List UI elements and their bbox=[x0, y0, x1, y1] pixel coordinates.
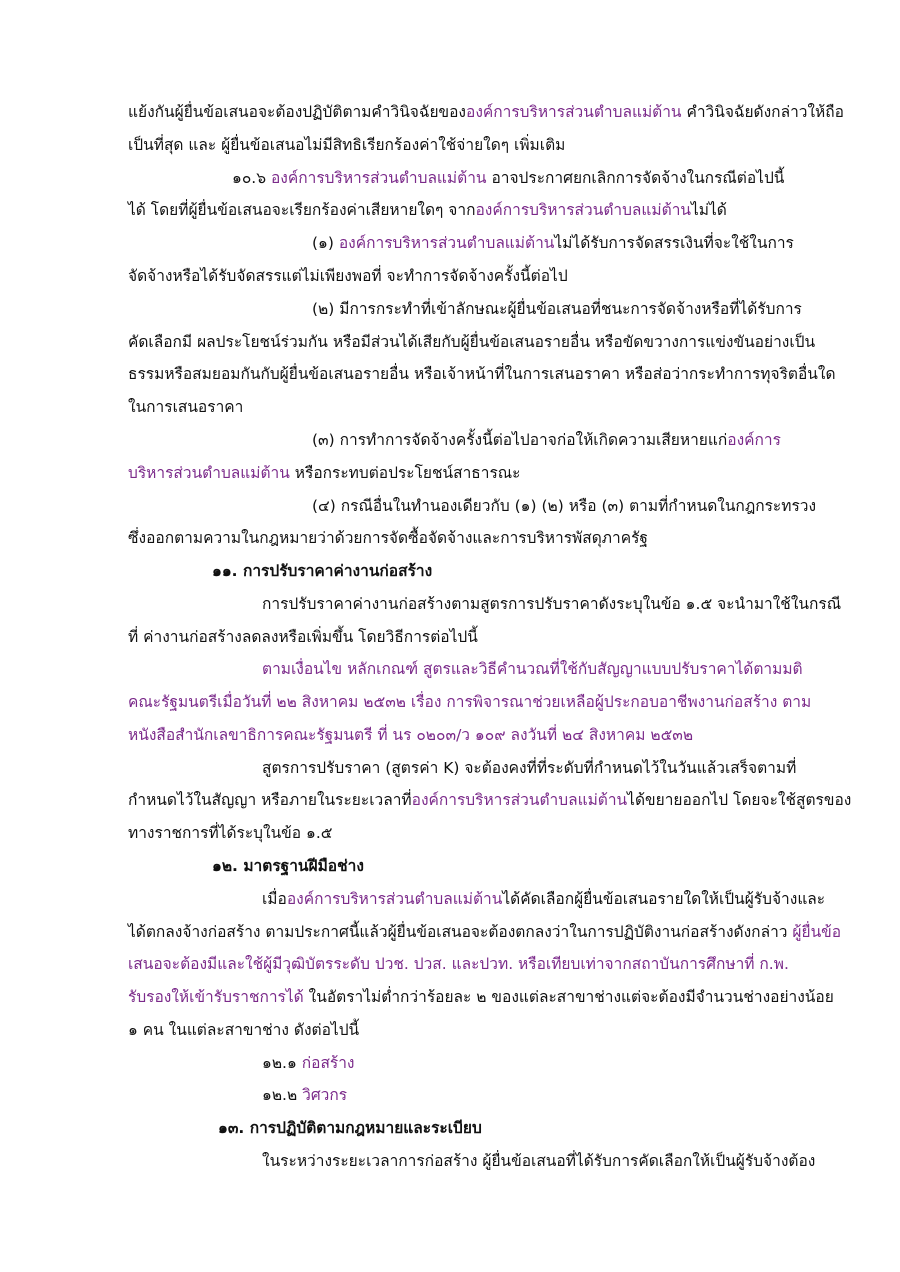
text-line bbox=[312, 299, 802, 319]
body-text: ไม่ได้ bbox=[691, 201, 727, 219]
text-line bbox=[128, 790, 851, 810]
text-line bbox=[262, 758, 796, 778]
highlighted-text: คณะรัฐมนตรีเมื่อวันที่ ๒๒ สิงหาคม ๒๕๓๒ เรื่อง การพิจารณาช่วยเหลือผู้ประกอบอาชีพงานก่อสร้าง ตาม bbox=[128, 693, 812, 711]
body-text: ๑ คน ในแต่ละสาขาช่าง ดังต่อไปนี้ bbox=[128, 1021, 360, 1039]
text-line bbox=[262, 594, 841, 614]
body-text: ไม่ได้รับการจัดสรรเงินที่จะใช้ในการ bbox=[554, 234, 794, 252]
section-heading: ๑๓. การปฏิบัติตามกฎหมายและระเบียบ bbox=[218, 1119, 482, 1137]
text-line bbox=[312, 430, 781, 450]
highlighted-text: รับรองให้เข้ารับราชการได้ bbox=[128, 988, 304, 1006]
body-text: ๑๒.๒ bbox=[262, 1086, 303, 1104]
section-heading: ๑๒. มาตรฐานฝีมือช่าง bbox=[212, 857, 364, 875]
body-text: ได้คัดเลือกผู้ยื่นข้อเสนอรายใดให้เป็นผู้รับจ้างและ bbox=[502, 890, 826, 908]
text-line bbox=[128, 266, 568, 286]
highlighted-text: วิศวกร bbox=[302, 1086, 348, 1104]
body-text: ได้ขยายออกไป โดยจะใช้สูตรของ bbox=[627, 791, 852, 809]
text-line bbox=[128, 954, 789, 974]
text-line bbox=[262, 889, 825, 909]
body-text: ธรรมหรือสมยอมกันกับผู้ยื่นข้อเสนอรายอื่น หรือเจ้าหน้าที่ในการเสนอราคา หรือส่อว่ากระทำการทุจริตอื่นใด bbox=[128, 365, 836, 383]
body-text: ๑๒.๑ bbox=[262, 1054, 302, 1072]
text-line bbox=[218, 1118, 482, 1138]
body-text: (๒) มีการกระทำที่เข้าลักษณะผู้ยื่นข้อเสนอที่ชนะการจัดจ้างหรือที่ได้รับการ bbox=[312, 300, 802, 318]
text-line bbox=[262, 1151, 815, 1171]
text-line bbox=[128, 397, 243, 417]
body-text: ซึ่งออกตามความในกฎหมายว่าด้วยการจัดซื้อจัดจ้างและการบริหารพัสดุภาครัฐ bbox=[128, 529, 648, 547]
body-text: จัดจ้างหรือได้รับจัดสรรแต่ไม่เพียงพอที่ จะทำการจัดจ้างครั้งนี้ต่อไป bbox=[128, 267, 568, 285]
body-text: ในระหว่างระยะเวลาการก่อสร้าง ผู้ยื่นข้อเสนอที่ได้รับการคัดเลือกให้เป็นผู้รับจ้างต้อง bbox=[262, 1152, 816, 1170]
highlighted-text: องค์การบริหารส่วนตำบลแม่ต้าน bbox=[411, 791, 628, 809]
text-line bbox=[128, 364, 836, 384]
body-text: (๑) bbox=[312, 234, 339, 252]
highlighted-text: ตามเงื่อนไข หลักเกณฑ์ สูตรและวิธีคำนวณที่ใช้กับสัญญาแบบปรับราคาได้ตามมติ bbox=[262, 660, 803, 678]
text-line bbox=[128, 823, 333, 843]
text-line bbox=[128, 922, 841, 942]
highlighted-text: บริหารส่วนตำบลแม่ต้าน bbox=[128, 464, 290, 482]
body-text: อาจประกาศยกเลิกการจัดจ้างในกรณีต่อไปนี้ bbox=[486, 169, 785, 187]
text-line bbox=[128, 692, 811, 712]
highlighted-text: ผู้ยื่นข้อ bbox=[792, 923, 842, 941]
body-text: แย้งกันผู้ยื่นข้อเสนอจะต้องปฏิบัติตามคำวินิจฉัยของ bbox=[128, 103, 467, 121]
text-line bbox=[262, 659, 803, 679]
highlighted-text: องค์การบริหารส่วนตำบลแม่ต้าน bbox=[286, 890, 503, 908]
body-text: สูตรการปรับราคา (สูตรค่า K) จะต้องคงที่ที่ระดับที่กำหนดไว้ในวันแล้วเสร็จตามที่ bbox=[262, 759, 797, 777]
text-line bbox=[128, 627, 478, 647]
text-line bbox=[128, 102, 844, 122]
text-line bbox=[128, 135, 565, 155]
text-line bbox=[212, 561, 432, 581]
body-text: เมื่อ bbox=[262, 890, 287, 908]
text-line bbox=[128, 528, 648, 548]
highlighted-text: หนังสือสำนักเลขาธิการคณะรัฐมนตรี ที่ นร ๐๒๐๓/ว ๑๐๙ ลงวันที่ ๒๔ สิงหาคม ๒๕๓๒ bbox=[128, 726, 694, 744]
text-line bbox=[312, 496, 816, 516]
text-line bbox=[128, 463, 520, 483]
text-line bbox=[128, 200, 727, 220]
text-line bbox=[128, 332, 815, 352]
text-line bbox=[128, 987, 834, 1007]
text-line bbox=[128, 725, 693, 745]
body-text: การปรับราคาค่างานก่อสร้างตามสูตรการปรับราคาดังระบุในข้อ ๑.๕ จะนำมาใช้ในกรณี bbox=[262, 595, 842, 613]
text-line bbox=[212, 856, 364, 876]
body-text: กำหนดไว้ในสัญญา หรือภายในระยะเวลาที่ bbox=[128, 791, 412, 809]
body-text: หรือกระทบต่อประโยชน์สาธารณะ bbox=[289, 464, 521, 482]
body-text: คัดเลือกมี ผลประโยชน์ร่วมกัน หรือมีส่วนได้เสียกับผู้ยื่นข้อเสนอรายอื่น หรือขัดขวางการแข่งขันอย่างเป็น bbox=[128, 333, 816, 351]
body-text: ได้ โดยที่ผู้ยื่นข้อเสนอจะเรียกร้องค่าเสียหายใดๆ จาก bbox=[128, 201, 476, 219]
body-text: (๔) กรณีอื่นในทำนองเดียวกับ (๑) (๒) หรือ (๓) ตามที่กำหนดในกฎกระทรวง bbox=[312, 497, 817, 515]
highlighted-text: องค์การบริหารส่วนตำบลแม่ต้าน bbox=[475, 201, 691, 219]
highlighted-text: เสนอจะต้องมีและใช้ผู้มีวุฒิบัตรระดับ ปวช. ปวส. และปวท. หรือเทียบเท่าจากสถาบันการศึกษาที่ ก.พ. bbox=[128, 955, 789, 973]
body-text: ในการเสนอราคา bbox=[128, 398, 244, 416]
highlighted-text: องค์การบริหารส่วนตำบลแม่ต้าน bbox=[271, 169, 487, 187]
body-text: ทางราชการที่ได้ระบุในข้อ ๑.๕ bbox=[128, 824, 333, 842]
body-text: คำวินิจฉัยดังกล่าวให้ถือ bbox=[681, 103, 844, 121]
text-line bbox=[128, 1020, 359, 1040]
body-text: ได้ตกลงจ้างก่อสร้าง ตามประกาศนี้แล้วผู้ยื่นข้อเสนอจะต้องตกลงว่าในการปฏิบัติงานก่อสร้างดังกล่าว bbox=[128, 923, 793, 941]
body-text: (๓) การทำการจัดจ้างครั้งนี้ต่อไปอาจก่อให้เกิดความเสียหายแก่ bbox=[312, 431, 728, 449]
body-text: ในอัตราไม่ต่ำกว่าร้อยละ ๒ ของแต่ละสาขาช่างแต่จะต้องมีจำนวนช่างอย่างน้อย bbox=[303, 988, 834, 1006]
section-heading: ๑๑. การปรับราคาค่างานก่อสร้าง bbox=[212, 562, 433, 580]
text-line bbox=[262, 1085, 347, 1105]
body-text: ๑๐.๖ bbox=[232, 169, 271, 187]
text-line bbox=[312, 233, 794, 253]
highlighted-text: องค์การ bbox=[727, 431, 781, 449]
highlighted-text: ก่อสร้าง bbox=[301, 1054, 355, 1072]
body-text: ที่ ค่างานก่อสร้างลดลงหรือเพิ่มขึ้น โดยวิธีการต่อไปนี้ bbox=[128, 628, 478, 646]
text-line bbox=[232, 168, 784, 188]
body-text: เป็นที่สุด และ ผู้ยื่นข้อเสนอไม่มีสิทธิเรียกร้องค่าใช้จ่ายใดๆ เพิ่มเติม bbox=[128, 136, 566, 154]
highlighted-text: องค์การบริหารส่วนตำบลแม่ต้าน bbox=[338, 234, 555, 252]
text-line bbox=[262, 1053, 355, 1073]
highlighted-text: องค์การบริหารส่วนตำบลแม่ต้าน bbox=[466, 103, 682, 121]
